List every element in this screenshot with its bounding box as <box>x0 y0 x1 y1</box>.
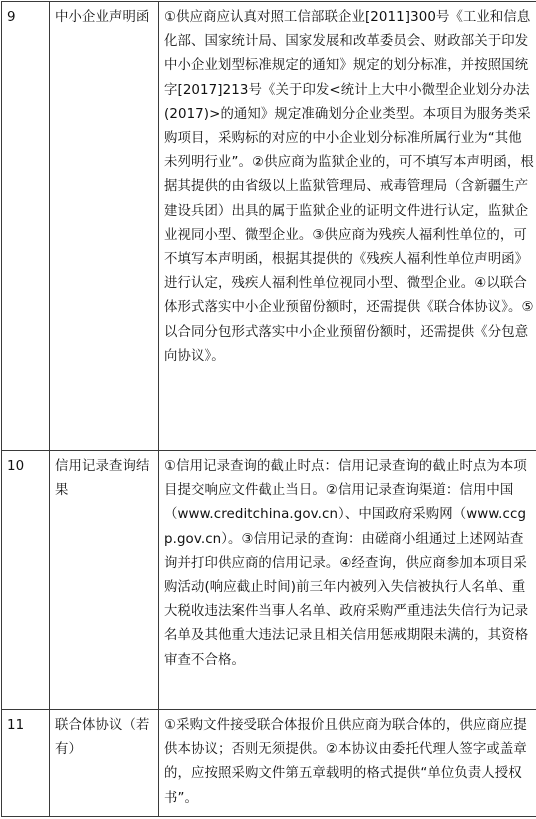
requirements-table <box>1 1 536 817</box>
row-number: 9 <box>2 2 50 451</box>
item-name: 信用记录查询结果 <box>50 451 159 710</box>
table-row <box>2 710 536 817</box>
row-number: 11 <box>2 710 50 817</box>
row-number: 10 <box>2 451 50 710</box>
item-name: 中小企业声明函 <box>50 2 159 451</box>
table-row <box>2 2 536 451</box>
requirement-text: ①采购文件接受联合体报价且供应商为联合体的，供应商应提供本协议；否则无须提供。②本协议由委托代理人签字或盖章的，应按照采购文件第五章载明的格式提供“单位负责人授权书”。 <box>159 710 536 817</box>
item-name: 联合体协议（若有） <box>50 710 159 817</box>
table-row <box>2 451 536 710</box>
requirement-text: ①供应商应认真对照工信部联企业[2011]300号《工业和信息化部、国家统计局、国家发展和改革委员会、财政部关于印发中小企业划型标准规定的通知》规定的划分标准，并按照国统字[2017]213号《关于印发<统计上大中小微型企业划分办法(2017)>的通知》规定准确划分企业类型。本项目为服务类采购项目，采购标的对应的中小企业划分标准所属行业为“其他未列明行业”。②供应商为监狱企业的，可不填写本声明函，根据其提供的由省级以上监狱管理局、戒毒管理局（含新疆生产建设兵团）出具的属于监狱企业的证明文件进行认定，监狱企业视同小型、微型企业。③供应商为残疾人福利性单位的，可不填写本声明函，根据其提供的《残疾人福利性单位声明函》进行认定，残疾人福利性单位视同小型、微型企业。④以联合体形式落实中小企业预留份额时，还需提供《联合体协议》。⑤以合同分包形式落实中小企业预留份额时，还需提供《分包意向协议》。 <box>159 2 536 451</box>
requirement-text: ①信用记录查询的截止时点：信用记录查询的截止时点为本项目提交响应文件截止当日。②信用记录查询渠道：信用中国（www.creditchina.gov.cn）、中国政府采购网（www.ccgp.gov.cn）。③信用记录的查询：由磋商小组通过上述网站查询并打印供应商的信用记录。④经查询，供应商参加本项目采购活动(响应截止时间)前三年内被列入失信被执行人名单、重大税收违法案件当事人名单、政府采购严重违法失信行为记录名单及其他重大违法记录且相关信用惩戒期限未满的，其资格审查不合格。 <box>159 451 536 710</box>
